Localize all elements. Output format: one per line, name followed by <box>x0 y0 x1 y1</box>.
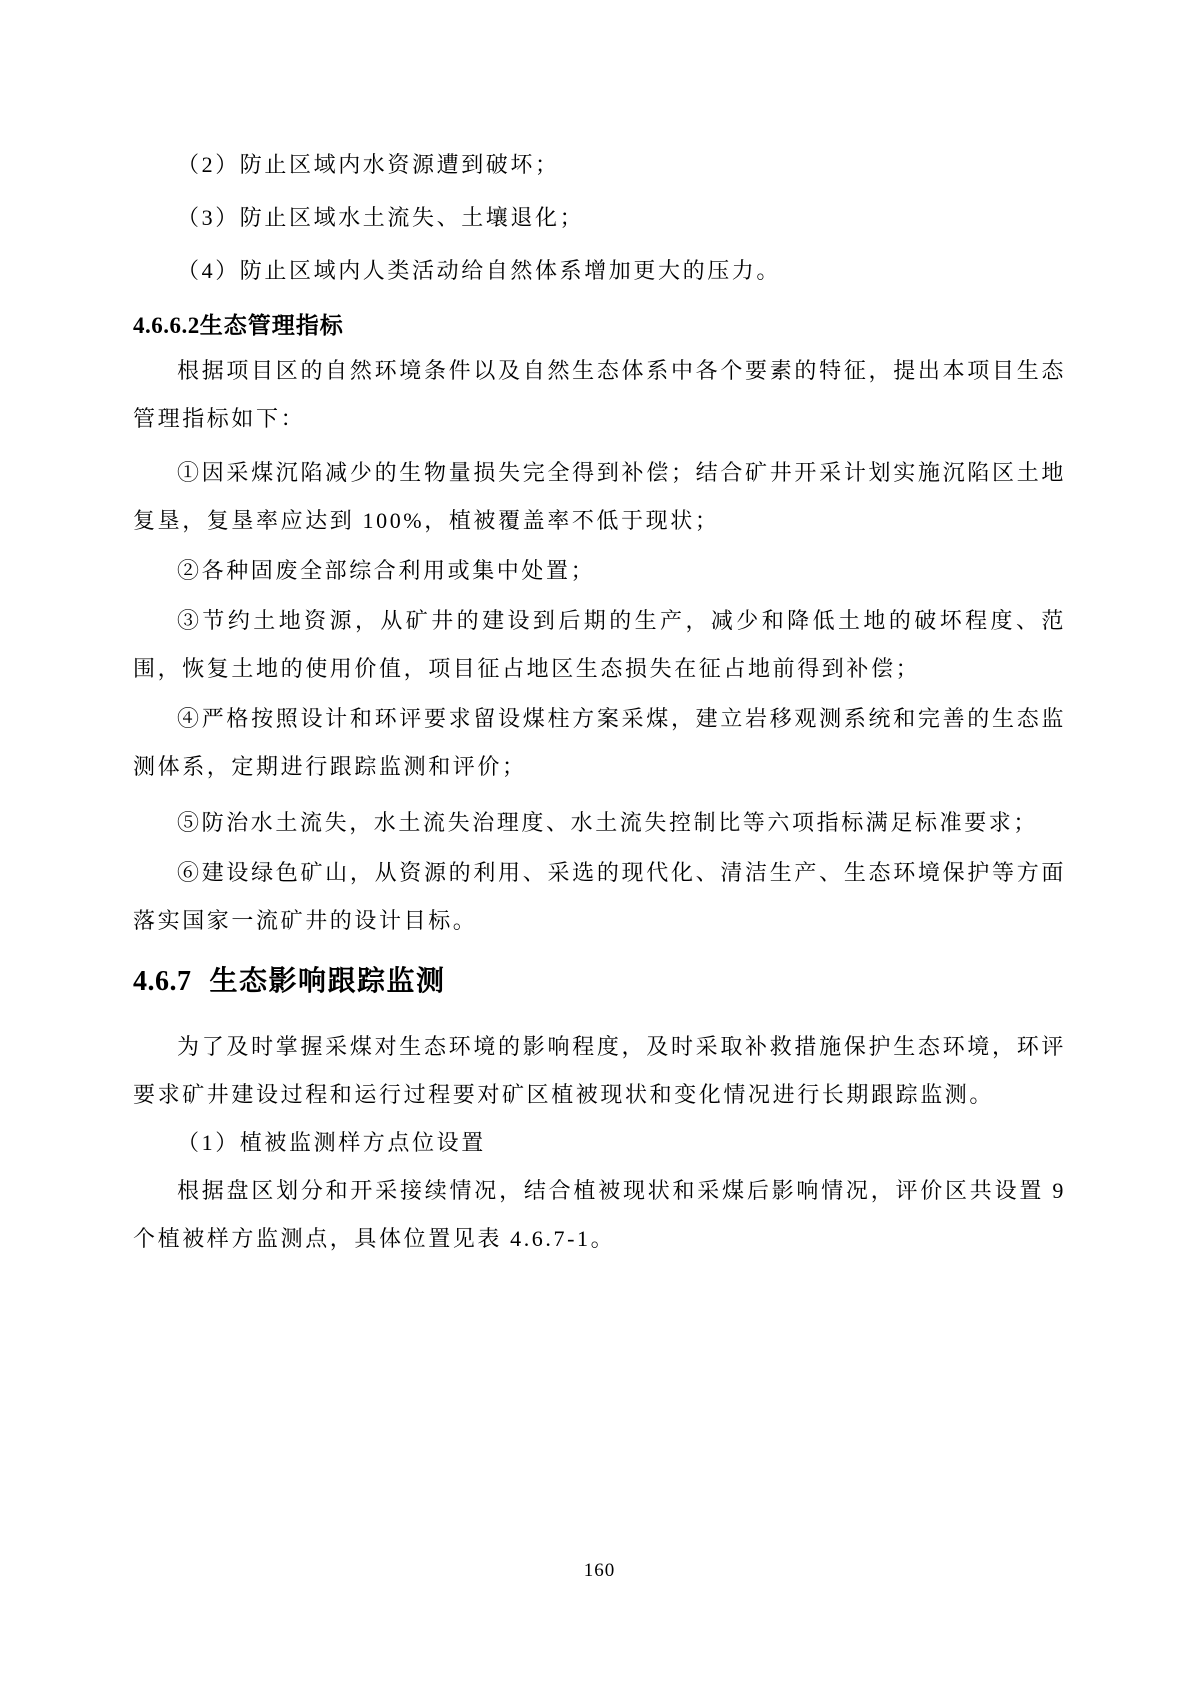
indicator-4: ④严格按照设计和环评要求留设煤柱方案采煤，建立岩移观测系统和完善的生态监测体系，定期进行跟踪监测和评价； <box>133 706 1066 779</box>
page-content <box>133 138 1066 1263</box>
indicator-5: ⑤防治水土流失，水土流失治理度、水土流失控制比等六项指标满足标准要求； <box>177 810 1039 835</box>
indicator-2: ②各种固废全部综合利用或集中处置； <box>177 558 596 583</box>
list-item-2: （2）防止区域内水资源遭到破坏； <box>177 152 560 177</box>
indicator-6: ⑥建设绿色矿山，从资源的利用、采选的现代化、清洁生产、生态环境保护等方面落实国家一流矿井的设计目标。 <box>133 860 1066 933</box>
list-item-4: （4）防止区域内人类活动给自然体系增加更大的压力。 <box>177 258 782 283</box>
section-4662-heading <box>133 310 1066 341</box>
section-467-para2: 根据盘区划分和开采接续情况，结合植被现状和采煤后影响情况，评价区共设置 9 个植被样方监测点，具体位置见表 4.6.7-1。 <box>133 1178 1066 1251</box>
indicator-3: ③节约土地资源，从矿井的建设到后期的生产，减少和降低土地的破坏程度、范围，恢复土地的使用价值，项目征占地区生态损失在征占地前得到补偿； <box>133 608 1066 681</box>
section-467-heading <box>133 963 1066 1000</box>
section-467-subitem: （1）植被监测样方点位设置 <box>177 1130 486 1155</box>
list-item-3: （3）防止区域水土流失、土壤退化； <box>177 205 585 230</box>
section-467-para1: 为了及时掌握采煤对生态环境的影响程度，及时采取补救措施保护生态环境，环评要求矿井建设过程和运行过程要对矿区植被现状和变化情况进行长期跟踪监测。 <box>133 1034 1066 1107</box>
section-4662-number: 4.6.6.2 <box>133 313 200 338</box>
section-467-title: 生态影响跟踪监测 <box>209 965 446 996</box>
section-467-number: 4.6.7 <box>133 966 192 997</box>
section-4662-intro: 根据项目区的自然环境条件以及自然生态体系中各个要素的特征，提出本项目生态管理指标如下： <box>133 358 1066 431</box>
page-number: 160 <box>583 1560 616 1581</box>
indicator-1: ①因采煤沉陷减少的生物量损失完全得到补偿；结合矿井开采计划实施沉陷区土地复垦，复垦率应达到 100%，植被覆盖率不低于现状； <box>133 460 1066 533</box>
section-4662-title: 生态管理指标 <box>199 312 344 338</box>
